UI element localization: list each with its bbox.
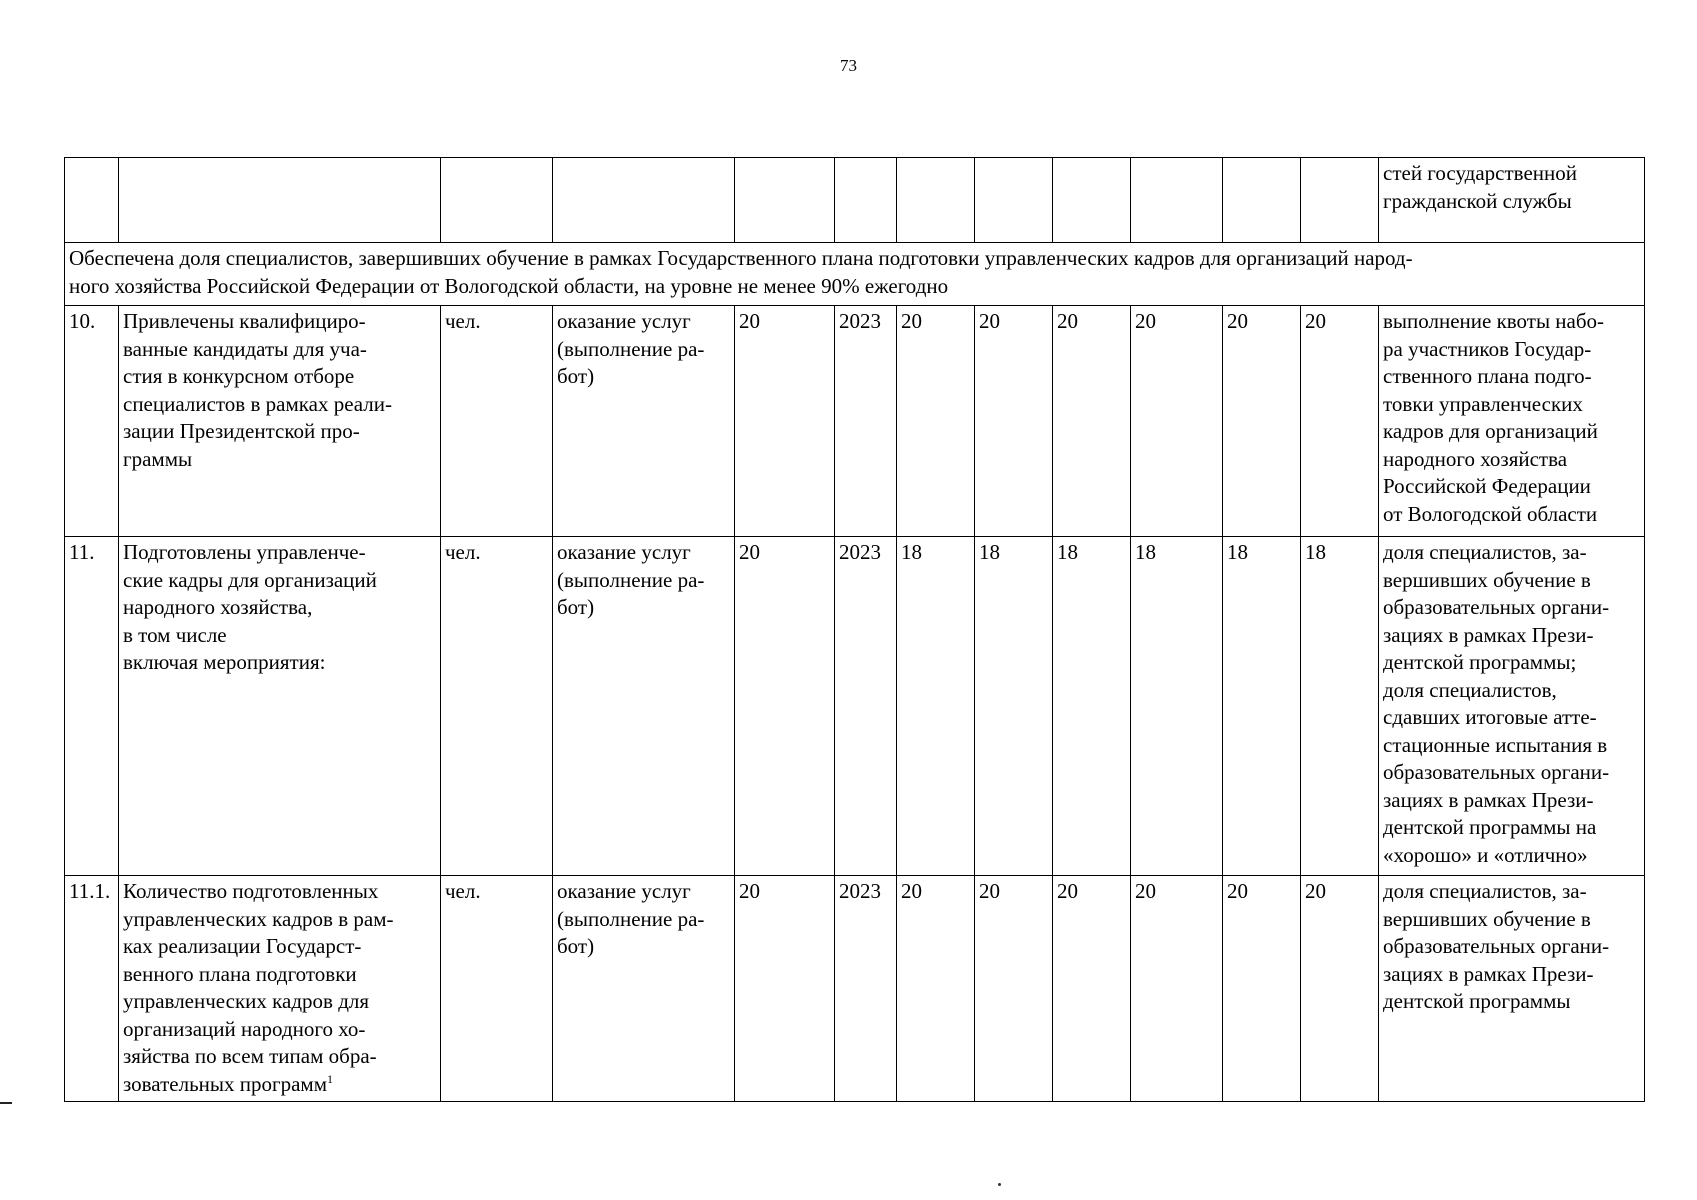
- cell-v3: [1053, 158, 1131, 243]
- row-note: выполнение квоты набо- ра участников Государ- ственного плана подго- товки управленческих кадров для организаций народного хозяйства Российской Федерации от Вологодской области: [1379, 306, 1645, 537]
- cell-base-value: [735, 158, 835, 243]
- row-base-value: 20: [735, 537, 835, 876]
- section-header-row: [65, 243, 1645, 306]
- row-value-6: 18: [1301, 537, 1379, 876]
- row-value-4: 20: [1131, 306, 1223, 537]
- table-row: [65, 537, 1645, 876]
- table-row: [65, 306, 1645, 537]
- row-base-year: 2023: [835, 306, 897, 537]
- row-name-cell: [119, 876, 441, 1102]
- row-unit: чел.: [441, 876, 553, 1102]
- row-value-6: 20: [1301, 306, 1379, 537]
- row-name: Количество подготовленных управленческих кадров в рам- ках реализации Государст- венного плана подготовки управленческих кадров для организаций народного хо- зяйства по всем типам обра- зовательных программ: [123, 879, 394, 1096]
- cell-unit: [441, 158, 553, 243]
- row-number: 10.: [65, 306, 119, 537]
- row-name: Подготовлены управленче- ские кадры для организаций народного хозяйства, в том числе включая мероприятия:: [119, 537, 441, 876]
- row-value-5: 20: [1223, 306, 1301, 537]
- cell-v2: [975, 158, 1053, 243]
- row-value-1: 20: [897, 306, 975, 537]
- cell-v5: [1223, 158, 1301, 243]
- cell-base-year: [835, 158, 897, 243]
- row-value-2: 18: [975, 537, 1053, 876]
- scan-dot: [998, 1183, 1001, 1186]
- scan-mark: [0, 1102, 12, 1104]
- cell-type: [553, 158, 735, 243]
- table-row: [65, 876, 1645, 1102]
- row-value-1: 18: [897, 537, 975, 876]
- row-value-6: 20: [1301, 876, 1379, 1102]
- row-type: оказание услуг (выполнение ра- бот): [553, 876, 735, 1102]
- row-base-value: 20: [735, 876, 835, 1102]
- row-name: Привлечены квалифициро- ванные кандидаты для уча- стия в конкурсном отборе специалистов в рамках реали- зации Президентской про- граммы: [119, 306, 441, 537]
- row-base-year: 2023: [835, 537, 897, 876]
- row-value-1: 20: [897, 876, 975, 1102]
- continuation-row: [65, 158, 1645, 243]
- row-base-year: 2023: [835, 876, 897, 1102]
- cell-note: стей государственной гражданской службы: [1379, 158, 1645, 243]
- footnote-marker: 1: [327, 1071, 333, 1086]
- cell-v4: [1131, 158, 1223, 243]
- row-value-5: 18: [1223, 537, 1301, 876]
- row-value-2: 20: [975, 306, 1053, 537]
- cell-num: [65, 158, 119, 243]
- row-value-2: 20: [975, 876, 1053, 1102]
- row-unit: чел.: [441, 537, 553, 876]
- cell-v1: [897, 158, 975, 243]
- row-value-5: 20: [1223, 876, 1301, 1102]
- row-value-4: 18: [1131, 537, 1223, 876]
- indicators-table: [64, 157, 1645, 1102]
- page-number: 73: [840, 56, 857, 75]
- section-header: Обеспечена доля специалистов, завершивших обучение в рамках Государственного плана подготовки управленческих кадров для организаций народ- ного хозяйства Российской Федерации от Вологодской области, на уровне не менее 90% ежегодно: [65, 243, 1645, 306]
- row-unit: чел.: [441, 306, 553, 537]
- cell-v6: [1301, 158, 1379, 243]
- row-number: 11.: [65, 537, 119, 876]
- row-value-3: 20: [1053, 306, 1131, 537]
- row-value-3: 18: [1053, 537, 1131, 876]
- row-value-4: 20: [1131, 876, 1223, 1102]
- row-type: оказание услуг (выполнение ра- бот): [553, 306, 735, 537]
- row-note: доля специалистов, за- вершивших обучение в образовательных органи- зациях в рамках Прези- дентской программы: [1379, 876, 1645, 1102]
- row-value-3: 20: [1053, 876, 1131, 1102]
- cell-name: [119, 158, 441, 243]
- row-number: 11.1.: [65, 876, 119, 1102]
- row-base-value: 20: [735, 306, 835, 537]
- row-type: оказание услуг (выполнение ра- бот): [553, 537, 735, 876]
- row-note: доля специалистов, за- вершивших обучение в образовательных органи- зациях в рамках Прези- дентской программы; доля специалистов, сдавших итоговые атте- стационные испытания в образовательных органи- зациях в рамках Прези- дентской программы на «хорошо» и «отлично»: [1379, 537, 1645, 876]
